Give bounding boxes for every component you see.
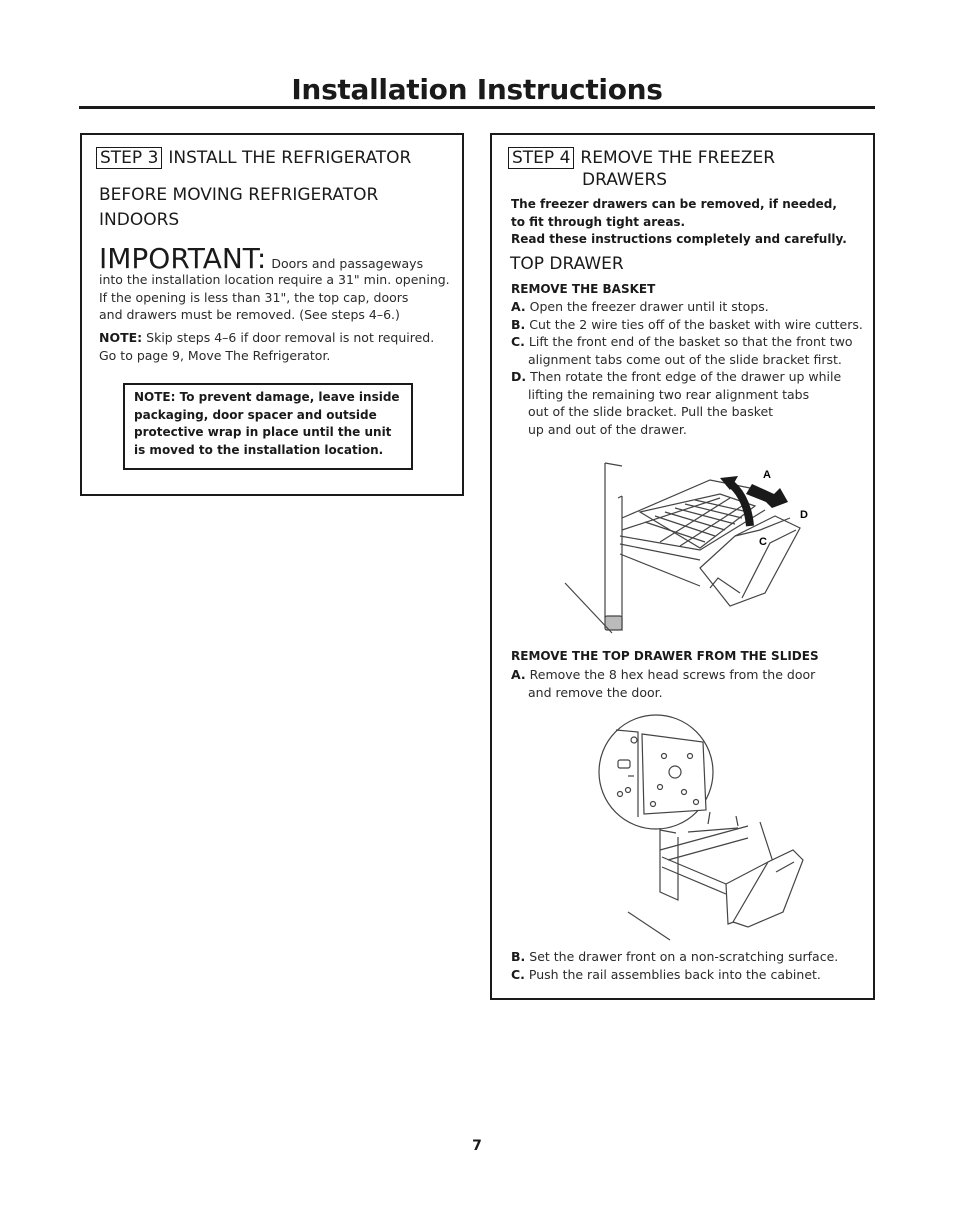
intro-line: Read these instructions completely and carefully. <box>511 232 847 246</box>
step3-note <box>99 329 434 364</box>
step-letter: B. <box>511 316 526 332</box>
step-letter: C. <box>511 966 525 982</box>
basket-steps <box>511 298 863 438</box>
step-letter: A. <box>511 299 526 314</box>
important-line: If the opening is less than 31", the top cap, doors <box>99 289 409 305</box>
step3-tag: STEP 3 <box>96 147 162 169</box>
subheading-line: BEFORE MOVING REFRIGERATOR <box>99 185 379 205</box>
step-text: Push the rail assemblies back into the cabinet. <box>528 966 821 982</box>
step-text: up and out of the drawer. <box>528 421 687 437</box>
remove-slides-heading: REMOVE THE TOP DRAWER FROM THE SLIDES <box>511 649 819 663</box>
warning-line: is moved to the installation location. <box>134 442 384 457</box>
step-text: out of the slide bracket. Pull the basket <box>528 404 774 419</box>
intro-line: to fit through tight areas. <box>511 214 686 229</box>
step-text: Open the freezer drawer until it stops. <box>529 299 769 314</box>
step4-intro <box>511 196 847 249</box>
page-number: 7 <box>472 1138 482 1154</box>
step-letter: A. <box>511 667 526 682</box>
top-drawer-heading: TOP DRAWER <box>510 254 624 274</box>
step-text: alignment tabs come out of the slide bracket first. <box>528 351 842 367</box>
step-letter: B. <box>511 949 526 964</box>
note-line: Skip steps 4–6 if door removal is not required. <box>146 330 435 345</box>
step3-subheading <box>99 183 378 233</box>
intro-line: The freezer drawers can be removed, if needed, <box>511 197 837 211</box>
important-label: IMPORTANT: <box>99 242 267 275</box>
page-title: Installation Instructions <box>291 73 663 106</box>
step4-heading <box>508 148 775 168</box>
warning-line: NOTE: To prevent damage, leave inside <box>134 390 400 404</box>
step3-heading <box>96 148 411 168</box>
step-text: Remove the 8 hex head screws from the door <box>529 667 816 682</box>
title-rule <box>79 106 875 109</box>
drawer-door-screws-icon <box>598 712 808 942</box>
slides-steps-bc <box>511 948 838 983</box>
figure-label-c: C <box>759 536 767 548</box>
step-letter: C. <box>511 334 525 349</box>
important-line: and drawers must be removed. (See steps 4–6.) <box>99 307 400 322</box>
figure-label-a: A <box>763 469 771 481</box>
warning-text <box>134 389 400 459</box>
step-text: Cut the 2 wire ties off of the basket with wire cutters. <box>529 316 863 332</box>
note-label: NOTE: <box>99 330 143 345</box>
subheading-line: INDOORS <box>99 210 180 230</box>
important-line: into the installation location require a 31" min. opening. <box>99 272 450 287</box>
step4-title: REMOVE THE FREEZER <box>580 148 776 168</box>
figure-label-d: D <box>800 509 808 521</box>
step3-title: INSTALL THE REFRIGERATOR <box>168 148 412 168</box>
step4-title-line2: DRAWERS <box>582 170 668 190</box>
freezer-basket-removal-icon <box>560 458 820 638</box>
step-text: Lift the front end of the basket so that the front two <box>528 334 853 349</box>
slides-step-a <box>511 666 815 701</box>
remove-basket-heading: REMOVE THE BASKET <box>511 282 656 296</box>
warning-line: packaging, door spacer and outside <box>134 407 377 422</box>
warning-line: protective wrap in place until the unit <box>134 425 392 439</box>
important-text <box>99 271 450 324</box>
step-letter: D. <box>511 369 527 384</box>
step-text: Then rotate the front edge of the drawer up while <box>530 369 842 384</box>
note-line: Go to page 9, Move The Refrigerator. <box>99 347 331 363</box>
step4-tag: STEP 4 <box>508 147 574 169</box>
important-line: Doors and passageways <box>271 256 424 271</box>
step-text: Set the drawer front on a non-scratching surface. <box>529 949 839 964</box>
step-text: lifting the remaining two rear alignment tabs <box>528 386 810 402</box>
step-text: and remove the door. <box>528 684 663 700</box>
